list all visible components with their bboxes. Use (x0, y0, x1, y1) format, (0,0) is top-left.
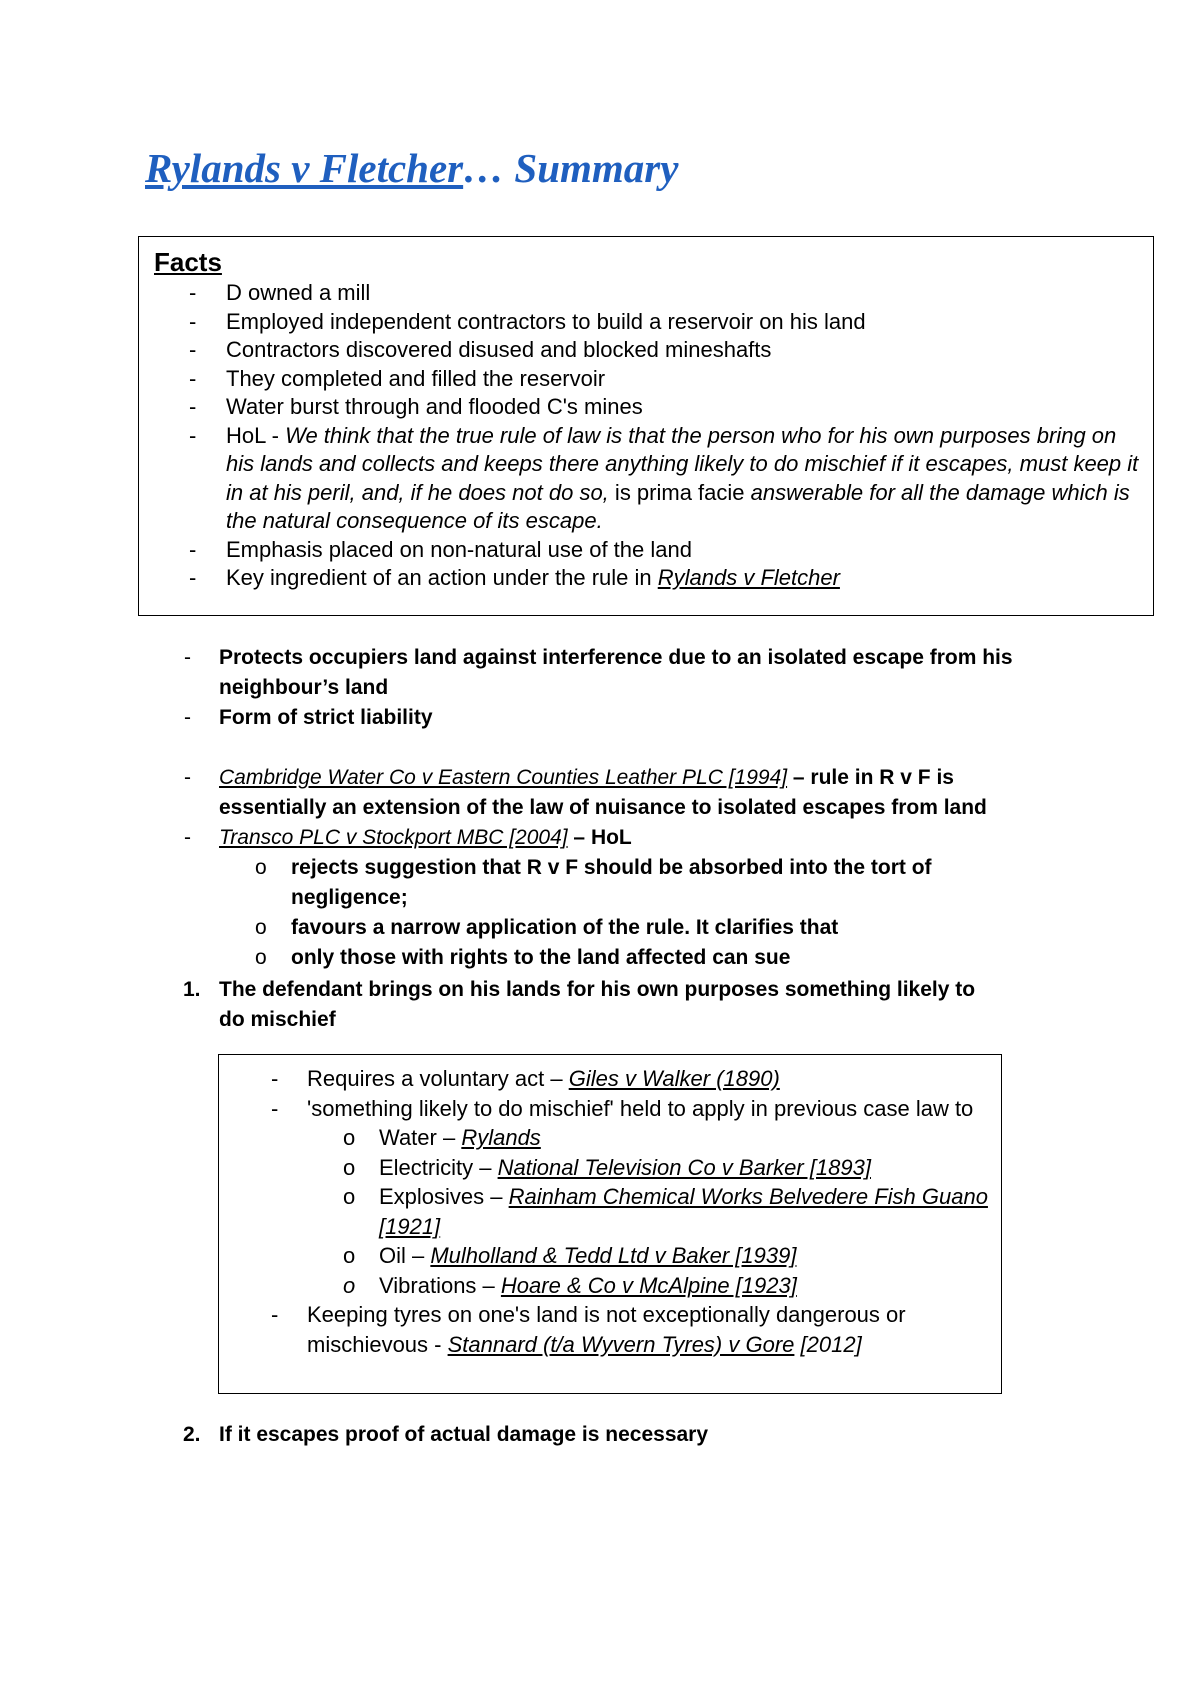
dash-bullet: - (189, 536, 197, 562)
dash-bullet: - (189, 337, 197, 362)
item-number: 1. (183, 978, 201, 1001)
case-link: Transco PLC v Stockport MBC [2004] (219, 826, 568, 849)
main-points-list (0, 643, 1200, 973)
facts-item: - Key ingredient of an action under the rule in Rylands v Fletcher (139, 564, 1139, 593)
main-point: - Transco PLC v Stockport MBC [2004] – HoL o rejects suggestion that R v F should be absorbed into the tort of negligence; o favours a narrow application of the rule. It clarifies that o only those with rights to the land affected can sue (0, 823, 1019, 973)
examples-list (307, 1123, 989, 1300)
circle-bullet: o (343, 1272, 356, 1298)
case-link: Giles v Walker (1890) (568, 1066, 780, 1091)
facts-item-hol (139, 422, 1139, 536)
requirement-item: - 'something likely to do mischief' held to apply in previous case law to o Water – Rylands o Electricity – National Television Co v Barker [1893] o Explosives – Rainham Chemical Works Belvedere Fish Guano [1921] o Oil – Mulholland & Tedd Ltd v Baker [1939] o Vibrations – Hoare & Co v McAlpine [1923] (219, 1094, 989, 1301)
dash-bullet: - (189, 565, 197, 590)
dash-bullet: - (271, 1302, 279, 1327)
case-link: Rylands v Fletcher (657, 565, 840, 590)
requirement-item: - Requires a voluntary act – Giles v Walker (1890) (219, 1064, 989, 1094)
facts-heading: Facts (154, 247, 222, 277)
circle-bullet: o (343, 1243, 356, 1268)
case-link: Mulholland & Tedd Ltd v Baker [1939] (430, 1243, 797, 1268)
case-link: Cambridge Water Co v Eastern Counties Leather PLC [1994] (219, 766, 788, 789)
sub-point: o rejects suggestion that R v F should be absorbed into the tort of negligence; (219, 853, 1019, 913)
example-item: o Vibrations – Hoare & Co v McAlpine [1923] (307, 1271, 989, 1301)
facts-box (138, 236, 1154, 616)
requirements-box (218, 1054, 1002, 1394)
circle-bullet: o (343, 1154, 356, 1180)
dash-bullet: - (271, 1066, 279, 1091)
hol-prefix: HoL - (226, 422, 286, 448)
case-link: Stannard (t/a Wyvern Tyres) v Gore (447, 1331, 795, 1357)
circle-bullet: o (343, 1184, 356, 1209)
facts-item: - D owned a mill (139, 279, 1139, 308)
dash-bullet: - (189, 280, 197, 305)
hol-quote-end: answerable for all the damage which is the natural consequence of its escape. (226, 479, 1130, 533)
facts-item: - Water burst through and flooded C's mines (139, 393, 1139, 422)
case-year: [2012] (794, 1331, 862, 1357)
title-suffix: … Summary (463, 145, 679, 191)
dash-bullet: - (184, 766, 191, 789)
circle-bullet: o (343, 1125, 356, 1150)
item-text: If it escapes proof of actual damage is necessary (219, 1423, 709, 1446)
sub-point: o favours a narrow application of the rule. It clarifies that (219, 913, 1019, 943)
dash-bullet: - (189, 394, 197, 419)
main-point: - Form of strict liability (0, 703, 1019, 733)
facts-item: - Employed independent contractors to build a reservoir on his land (139, 308, 1139, 337)
hol-quote: We think that the true rule of law is that the person who for his own purposes bring on his lands and collects and keeps there anything likely to do mischief if it escapes, must keep it in at his peril, and, if he does not do so, (226, 422, 1139, 505)
example-item: o Oil – Mulholland & Tedd Ltd v Baker [1939] (307, 1241, 989, 1271)
case-link: Rainham Chemical Works Belvedere Fish Guano [1921] (379, 1184, 988, 1239)
requirements-list (219, 1064, 989, 1359)
case-link: Rylands (461, 1125, 541, 1150)
case-link: Hoare & Co v McAlpine [1923] (500, 1272, 797, 1298)
example-item: o Explosives – Rainham Chemical Works Belvedere Fish Guano [1921] (343, 1184, 988, 1239)
circle-bullet: o (255, 916, 267, 939)
dash-bullet: - (189, 422, 197, 448)
main-point: - Cambridge Water Co v Eastern Counties Leather PLC [1994] – rule in R v F is essentially an extension of the law of nuisance to isolated escapes from land (0, 763, 1019, 823)
requirement-item: - Keeping tyres on one's land is not exceptionally dangerous or mischievous - Stannard (t/a Wyvern Tyres) v Gore [2012] (271, 1302, 906, 1357)
transco-sublist (219, 853, 1019, 973)
case-link: National Television Co v Barker [1893] (497, 1154, 871, 1180)
title-case-name: Rylands v Fletcher (145, 145, 464, 191)
dash-bullet: - (189, 365, 197, 391)
dash-bullet: - (184, 706, 191, 729)
facts-list (139, 279, 1139, 593)
circle-bullet: o (255, 856, 267, 879)
dash-bullet: - (184, 826, 191, 849)
example-item: o Water – Rylands (307, 1123, 989, 1153)
facts-item: - Emphasis placed on non-natural use of the land (139, 536, 1139, 565)
dash-bullet: - (271, 1095, 279, 1121)
facts-item: - Contractors discovered disused and blocked mineshafts (139, 336, 1139, 365)
sub-point: o only those with rights to the land affected can sue (219, 943, 1019, 973)
spacer (0, 733, 1019, 763)
item-number: 2. (183, 1423, 201, 1446)
facts-item: - They completed and filled the reservoir (139, 365, 1139, 394)
hol-mid: is prima facie (608, 479, 751, 505)
dash-bullet: - (189, 308, 197, 334)
circle-bullet: o (255, 946, 267, 969)
page-title (145, 145, 679, 191)
item-text: The defendant brings on his lands for his own purposes something likely to do mischief (219, 978, 976, 1031)
dash-bullet: - (184, 646, 191, 669)
main-point: - Protects occupiers land against interference due to an isolated escape from his neighbour’s land (0, 643, 1019, 703)
example-item: o Electricity – National Television Co v Barker [1893] (307, 1153, 989, 1183)
